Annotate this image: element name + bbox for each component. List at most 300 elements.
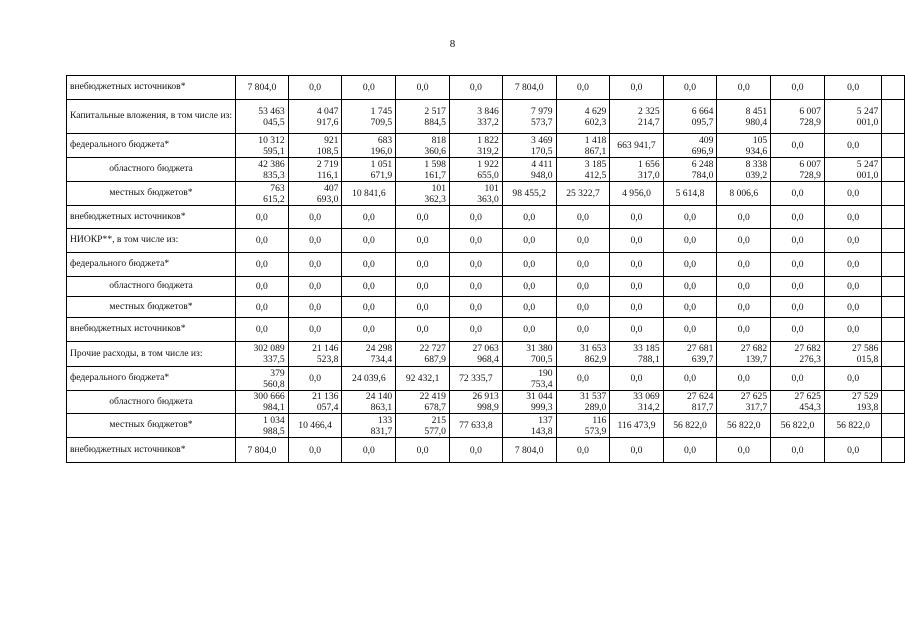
table-row xyxy=(67,342,905,367)
value-cell xyxy=(502,158,556,182)
cell-value: 0,0 xyxy=(684,444,696,456)
cell-value: 0,0 xyxy=(791,211,804,223)
cell-value: 300 666 984,1 xyxy=(253,391,285,413)
cell-value: 27 624 817,7 xyxy=(687,391,714,413)
value-cell xyxy=(396,318,450,342)
value-cell xyxy=(824,100,881,134)
row-label: НИОКР**, в том числе из: xyxy=(67,229,236,253)
cell-value: 0,0 xyxy=(791,373,804,384)
cell-value: 0,0 xyxy=(576,235,589,246)
value-cell xyxy=(449,100,502,134)
table-row xyxy=(67,182,905,206)
cell-value: 0,0 xyxy=(309,281,322,292)
value-cell xyxy=(663,414,717,438)
table-body xyxy=(67,76,905,463)
cell-value: 116 573,9 xyxy=(584,414,607,437)
value-cell xyxy=(342,253,396,277)
value-cell xyxy=(449,206,502,229)
value-cell xyxy=(288,134,342,158)
cell-value: 2 325 214,7 xyxy=(638,105,660,128)
empty-cell xyxy=(882,277,905,297)
cell-value: 0,0 xyxy=(469,235,482,246)
value-cell xyxy=(342,297,396,318)
cell-value: 6 248 784,0 xyxy=(691,158,714,181)
value-cell xyxy=(288,76,342,100)
cell-value: 0,0 xyxy=(416,301,429,313)
cell-value: 8 451 980,4 xyxy=(745,105,768,128)
cell-value: 27 682 276,3 xyxy=(794,343,821,365)
value-cell xyxy=(288,318,342,342)
page-number: 8 xyxy=(449,38,456,50)
value-cell xyxy=(771,414,825,438)
cell-value: 21 146 523,8 xyxy=(312,343,339,365)
value-cell xyxy=(824,342,881,367)
value-cell xyxy=(610,76,663,100)
value-cell xyxy=(236,391,289,414)
cell-value: 0,0 xyxy=(576,281,589,292)
cell-value: 105 934,6 xyxy=(745,134,768,157)
cell-value: 0,0 xyxy=(416,211,429,223)
value-cell xyxy=(449,414,502,438)
value-cell xyxy=(396,76,450,100)
cell-value: 190 753,4 xyxy=(531,367,553,390)
value-cell xyxy=(556,134,610,158)
table-row xyxy=(67,277,905,297)
value-cell xyxy=(771,367,825,391)
value-cell xyxy=(342,342,396,367)
cell-value: 0,0 xyxy=(309,211,322,223)
cell-value: 0,0 xyxy=(362,324,375,335)
cell-value: 4 411 948,0 xyxy=(531,158,553,181)
cell-value: 5 247 001,0 xyxy=(856,105,879,128)
value-cell xyxy=(771,76,825,100)
cell-value: 0,0 xyxy=(737,235,750,246)
value-cell xyxy=(236,158,289,182)
value-cell xyxy=(502,318,556,342)
value-cell xyxy=(610,134,663,158)
value-cell xyxy=(556,277,610,297)
value-cell xyxy=(717,318,771,342)
cell-value: 4 629 602,3 xyxy=(584,105,607,128)
row-label: местных бюджетов* xyxy=(67,297,236,318)
cell-value: 0,0 xyxy=(309,235,322,246)
value-cell xyxy=(288,342,342,367)
value-cell xyxy=(449,342,502,367)
cell-value: 0,0 xyxy=(847,140,860,151)
value-cell xyxy=(663,277,717,297)
cell-value: 0,0 xyxy=(576,444,589,456)
value-cell xyxy=(663,253,717,277)
cell-value: 25 322,7 xyxy=(566,188,600,199)
cell-value: 0,0 xyxy=(737,259,750,270)
cell-value: 0,0 xyxy=(630,373,643,384)
value-cell xyxy=(771,182,825,206)
row-label: федерального бюджета* xyxy=(67,134,236,158)
cell-value: 133 831,7 xyxy=(370,414,393,437)
empty-cell xyxy=(882,100,905,134)
value-cell xyxy=(556,391,610,414)
value-cell xyxy=(610,414,663,438)
value-cell xyxy=(717,206,771,229)
cell-value: 0,0 xyxy=(847,301,860,313)
empty-cell xyxy=(882,76,905,100)
cell-value: 10 841,6 xyxy=(352,188,386,199)
cell-value: 98 455,2 xyxy=(512,188,546,199)
cell-value: 0,0 xyxy=(684,82,696,93)
value-cell xyxy=(502,297,556,318)
cell-value: 1 822 319,2 xyxy=(477,134,499,157)
empty-cell xyxy=(882,297,905,318)
value-cell xyxy=(556,100,610,134)
cell-value: 0,0 xyxy=(684,281,696,292)
cell-value: 24 039,6 xyxy=(352,373,386,384)
value-cell xyxy=(824,438,881,463)
empty-cell xyxy=(882,367,905,391)
cell-value: 77 633,8 xyxy=(459,420,493,431)
cell-value: 92 432,1 xyxy=(405,373,440,384)
cell-value: 0,0 xyxy=(737,373,750,384)
value-cell xyxy=(288,253,342,277)
cell-value: 302 089 337,5 xyxy=(253,343,285,365)
value-cell xyxy=(502,253,556,277)
value-cell xyxy=(449,297,502,318)
value-cell xyxy=(342,134,396,158)
cell-value: 0,0 xyxy=(630,281,643,292)
cell-value: 27 529 193,8 xyxy=(851,391,879,413)
value-cell xyxy=(663,100,717,134)
value-cell xyxy=(342,206,396,229)
value-cell xyxy=(610,297,663,318)
cell-value: 407 693,0 xyxy=(316,182,339,205)
value-cell xyxy=(556,414,610,438)
cell-value: 56 822,0 xyxy=(726,420,761,431)
value-cell xyxy=(556,342,610,367)
cell-value: 27 586 015,8 xyxy=(851,343,879,365)
cell-value: 1 034 988,5 xyxy=(263,414,285,437)
cell-value: 2 517 884,5 xyxy=(424,105,446,128)
value-cell xyxy=(236,414,289,438)
cell-value: 0,0 xyxy=(791,324,804,335)
cell-value: 0,0 xyxy=(362,259,375,270)
cell-value: 0,0 xyxy=(255,281,268,292)
value-cell xyxy=(342,158,396,182)
value-cell xyxy=(449,318,502,342)
value-cell xyxy=(236,318,289,342)
value-cell xyxy=(717,277,771,297)
value-cell xyxy=(502,182,556,206)
value-cell xyxy=(556,206,610,229)
cell-value: 0,0 xyxy=(576,211,589,223)
cell-value: 0,0 xyxy=(255,324,268,335)
cell-value: 0,0 xyxy=(684,259,696,270)
cell-value: 0,0 xyxy=(630,301,643,313)
cell-value: 0,0 xyxy=(847,281,860,292)
value-cell xyxy=(663,76,717,100)
value-cell xyxy=(663,206,717,229)
cell-value: 116 473,9 xyxy=(617,420,656,431)
value-cell xyxy=(502,342,556,367)
value-cell xyxy=(717,182,771,206)
value-cell xyxy=(342,76,396,100)
cell-value: 409 696,9 xyxy=(691,134,714,157)
value-cell xyxy=(502,229,556,253)
cell-value: 56 822,0 xyxy=(780,420,815,431)
value-cell xyxy=(342,391,396,414)
cell-value: 0,0 xyxy=(469,259,482,270)
cell-value: 56 822,0 xyxy=(836,420,870,431)
cell-value: 818 360,6 xyxy=(424,134,446,157)
cell-value: 0,0 xyxy=(791,444,804,456)
value-cell xyxy=(449,277,502,297)
row-label: Прочие расходы, в том числе из: xyxy=(67,342,236,367)
value-cell xyxy=(717,158,771,182)
cell-value: 7 979 573,7 xyxy=(531,105,553,128)
value-cell xyxy=(556,76,610,100)
cell-value: 0,0 xyxy=(523,259,536,270)
value-cell xyxy=(288,229,342,253)
value-cell xyxy=(288,438,342,463)
value-cell xyxy=(502,414,556,438)
value-cell xyxy=(824,297,881,318)
table-row xyxy=(67,229,905,253)
row-label: федерального бюджета* xyxy=(67,253,236,277)
row-label: Капитальные вложения, в том числе из: xyxy=(67,100,236,134)
value-cell xyxy=(396,277,450,297)
cell-value: 0,0 xyxy=(684,211,696,223)
value-cell xyxy=(824,134,881,158)
cell-value: 0,0 xyxy=(791,301,804,313)
value-cell xyxy=(717,134,771,158)
cell-value: 31 044 999,3 xyxy=(526,391,553,413)
cell-value: 1 051 671,9 xyxy=(370,158,393,181)
row-label: федерального бюджета* xyxy=(67,367,236,391)
empty-cell xyxy=(882,438,905,463)
cell-value: 42 386 835,3 xyxy=(258,158,285,181)
cell-value: 0,0 xyxy=(469,211,482,223)
cell-value: 0,0 xyxy=(576,82,589,93)
value-cell xyxy=(288,277,342,297)
cell-value: 0,0 xyxy=(576,373,589,384)
value-cell xyxy=(663,367,717,391)
cell-value: 0,0 xyxy=(630,259,643,270)
value-cell xyxy=(449,253,502,277)
cell-value: 0,0 xyxy=(362,281,375,292)
value-cell xyxy=(342,182,396,206)
value-cell xyxy=(449,367,502,391)
cell-value: 33 185 788,1 xyxy=(633,343,660,365)
value-cell xyxy=(824,367,881,391)
value-cell xyxy=(502,100,556,134)
cell-value: 0,0 xyxy=(362,301,375,313)
cell-value: 24 298 734,4 xyxy=(365,343,393,365)
value-cell xyxy=(610,100,663,134)
cell-value: 0,0 xyxy=(469,324,482,335)
value-cell xyxy=(717,342,771,367)
cell-value: 7 804,0 xyxy=(247,82,277,93)
cell-value: 0,0 xyxy=(576,259,589,270)
row-label: областного бюджета xyxy=(67,277,236,297)
cell-value: 0,0 xyxy=(791,259,804,270)
value-cell xyxy=(556,229,610,253)
value-cell xyxy=(236,182,289,206)
value-cell xyxy=(502,438,556,463)
cell-value: 0,0 xyxy=(362,444,375,456)
cell-value: 27 682 139,7 xyxy=(740,343,768,365)
value-cell xyxy=(663,318,717,342)
value-cell xyxy=(236,206,289,229)
value-cell xyxy=(717,253,771,277)
value-cell xyxy=(610,277,663,297)
value-cell xyxy=(771,206,825,229)
cell-value: 1 418 867,1 xyxy=(584,134,607,157)
row-label: внебюджетных источников* xyxy=(67,438,236,463)
value-cell xyxy=(556,297,610,318)
cell-value: 0,0 xyxy=(630,211,643,223)
value-cell xyxy=(824,229,881,253)
cell-value: 0,0 xyxy=(309,301,322,313)
cell-value: 8 006,6 xyxy=(729,188,759,199)
value-cell xyxy=(288,158,342,182)
cell-value: 0,0 xyxy=(255,259,268,270)
value-cell xyxy=(396,297,450,318)
table-row xyxy=(67,414,905,438)
value-cell xyxy=(556,158,610,182)
value-cell xyxy=(396,158,450,182)
row-label: внебюджетных источников* xyxy=(67,76,236,100)
value-cell xyxy=(717,76,771,100)
value-cell xyxy=(717,367,771,391)
cell-value: 0,0 xyxy=(791,281,804,292)
empty-cell xyxy=(882,182,905,206)
value-cell xyxy=(717,391,771,414)
cell-value: 27 625 317,7 xyxy=(740,391,768,413)
value-cell xyxy=(342,100,396,134)
cell-value: 215 577,0 xyxy=(424,414,446,437)
value-cell xyxy=(396,438,450,463)
cell-value: 0,0 xyxy=(847,188,860,199)
cell-value: 1 656 317,0 xyxy=(638,158,660,181)
cell-value: 26 913 998,9 xyxy=(472,391,499,413)
value-cell xyxy=(717,100,771,134)
value-cell xyxy=(236,367,289,391)
cell-value: 763 615,2 xyxy=(263,182,285,205)
cell-value: 0,0 xyxy=(847,373,860,384)
cell-value: 663 941,7 xyxy=(617,140,656,151)
value-cell xyxy=(610,158,663,182)
value-cell xyxy=(610,182,663,206)
cell-value: 5 614,8 xyxy=(675,188,705,199)
value-cell xyxy=(396,182,450,206)
cell-value: 0,0 xyxy=(255,211,268,223)
cell-value: 0,0 xyxy=(847,235,860,246)
value-cell xyxy=(717,297,771,318)
cell-value: 0,0 xyxy=(847,324,860,335)
value-cell xyxy=(288,297,342,318)
empty-cell xyxy=(882,414,905,438)
cell-value: 0,0 xyxy=(737,82,750,93)
cell-value: 53 463 045,5 xyxy=(258,105,285,128)
cell-value: 0,0 xyxy=(847,211,860,223)
cell-value: 0,0 xyxy=(847,444,860,456)
value-cell xyxy=(288,414,342,438)
cell-value: 1 598 161,7 xyxy=(424,158,446,181)
table-row xyxy=(67,134,905,158)
cell-value: 0,0 xyxy=(309,373,322,384)
value-cell xyxy=(610,367,663,391)
value-cell xyxy=(824,76,881,100)
cell-value: 379 560,8 xyxy=(263,367,285,390)
value-cell xyxy=(342,438,396,463)
cell-value: 21 136 057,4 xyxy=(312,391,339,413)
cell-value: 0,0 xyxy=(684,324,696,335)
value-cell xyxy=(236,297,289,318)
cell-value: 31 380 700,5 xyxy=(526,343,553,365)
cell-value: 10 312 595,1 xyxy=(258,134,285,157)
cell-value: 0,0 xyxy=(630,235,643,246)
cell-value: 27 681 639,7 xyxy=(687,343,714,365)
value-cell xyxy=(717,229,771,253)
cell-value: 4 956,0 xyxy=(622,188,651,199)
value-cell xyxy=(236,134,289,158)
value-cell xyxy=(449,182,502,206)
empty-cell xyxy=(882,342,905,367)
value-cell xyxy=(396,100,450,134)
cell-value: 33 069 314,2 xyxy=(633,391,660,413)
cell-value: 6 664 095,7 xyxy=(691,105,714,128)
cell-value: 0,0 xyxy=(684,373,696,384)
row-label: внебюджетных источников* xyxy=(67,206,236,229)
cell-value: 0,0 xyxy=(469,301,482,313)
table-row xyxy=(67,297,905,318)
value-cell xyxy=(556,367,610,391)
value-cell xyxy=(396,414,450,438)
cell-value: 5 247 001,0 xyxy=(856,158,879,181)
budget-table xyxy=(66,75,905,463)
value-cell xyxy=(556,318,610,342)
value-cell xyxy=(771,438,825,463)
cell-value: 0,0 xyxy=(737,324,750,335)
empty-cell xyxy=(882,134,905,158)
value-cell xyxy=(824,206,881,229)
value-cell xyxy=(449,158,502,182)
value-cell xyxy=(771,297,825,318)
cell-value: 8 338 039,2 xyxy=(745,158,768,181)
value-cell xyxy=(610,318,663,342)
cell-value: 0,0 xyxy=(684,235,696,246)
value-cell xyxy=(342,277,396,297)
value-cell xyxy=(236,229,289,253)
value-cell xyxy=(449,229,502,253)
value-cell xyxy=(771,253,825,277)
cell-value: 10 466,4 xyxy=(298,420,332,431)
value-cell xyxy=(824,182,881,206)
cell-value: 7 804,0 xyxy=(514,82,544,93)
value-cell xyxy=(556,438,610,463)
value-cell xyxy=(610,391,663,414)
value-cell xyxy=(396,206,450,229)
value-cell xyxy=(824,318,881,342)
empty-cell xyxy=(882,318,905,342)
cell-value: 7 804,0 xyxy=(514,444,544,456)
cell-value: 0,0 xyxy=(362,211,375,223)
value-cell xyxy=(663,391,717,414)
value-cell xyxy=(396,391,450,414)
value-cell xyxy=(663,182,717,206)
value-cell xyxy=(396,134,450,158)
cell-value: 1 745 709,5 xyxy=(370,105,393,128)
value-cell xyxy=(824,253,881,277)
cell-value: 0,0 xyxy=(309,259,322,270)
